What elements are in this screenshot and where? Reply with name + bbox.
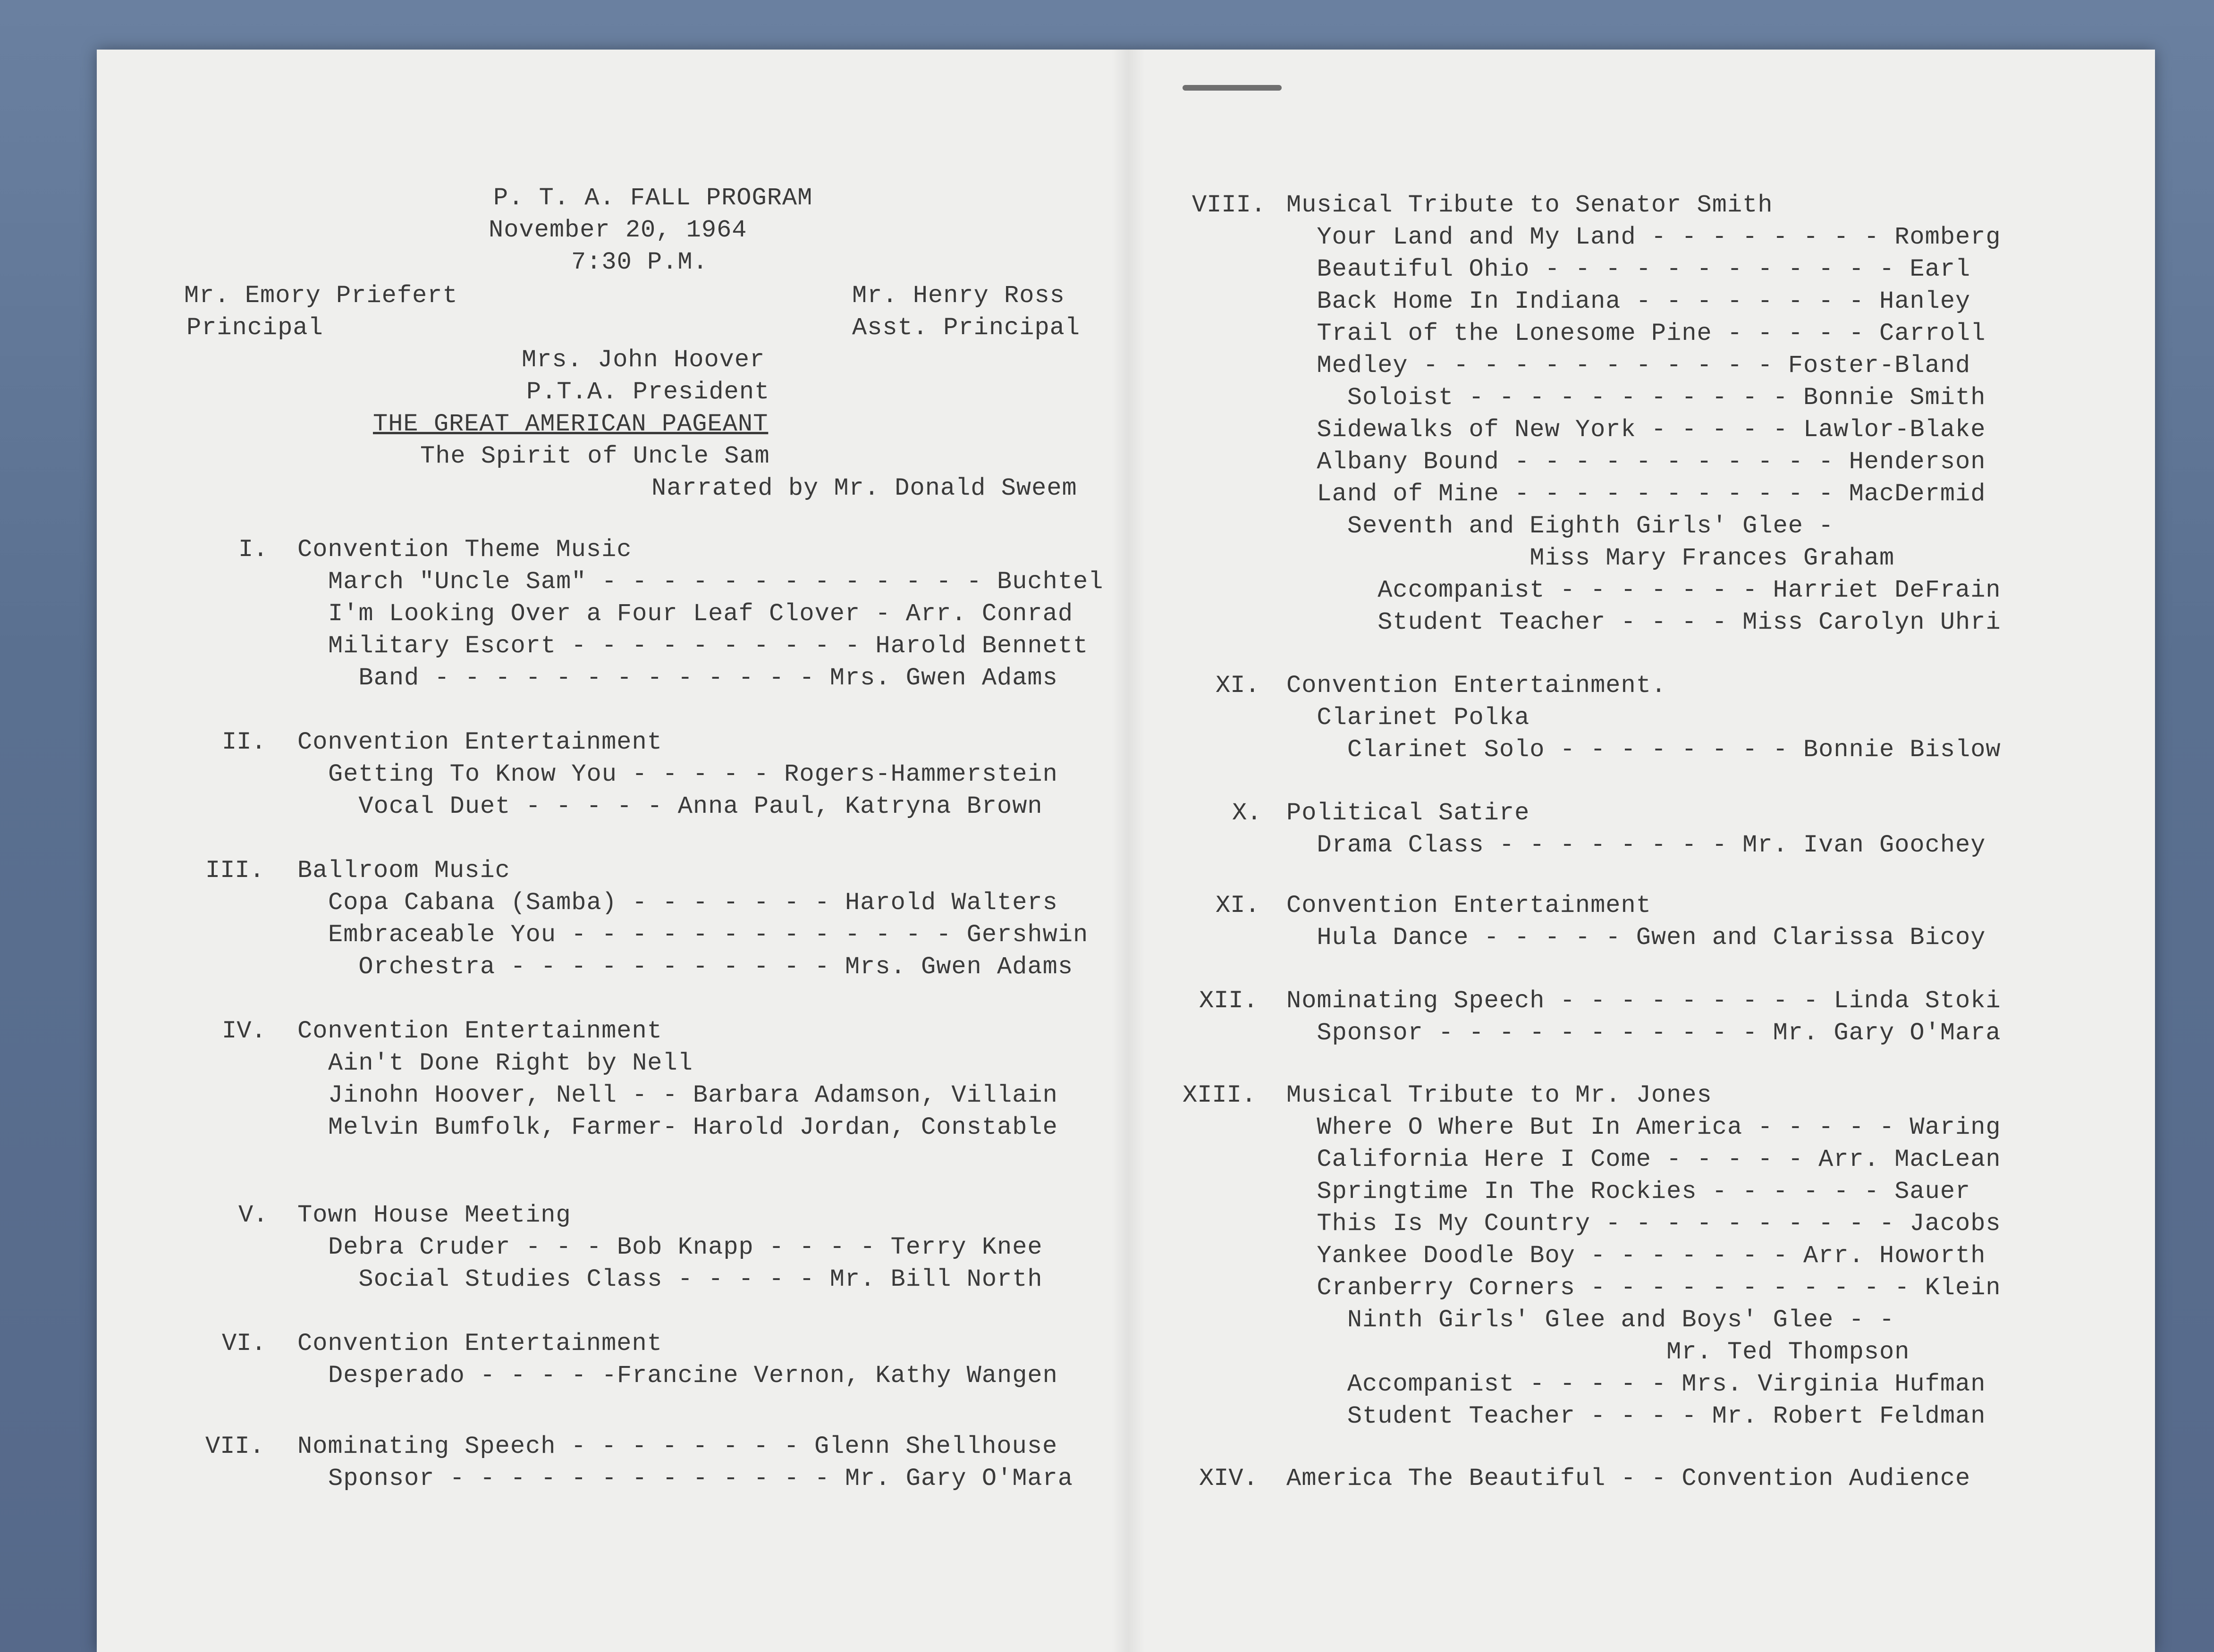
section-number: III.	[205, 857, 264, 885]
program-line: Student Teacher - - - - Mr. Robert Feldman	[1286, 1402, 1986, 1430]
program-line: Mr. Ted Thompson	[1286, 1338, 1910, 1366]
section-title: Convention Entertainment	[1286, 892, 1651, 919]
program-line: Yankee Doodle Boy - - - - - - - Arr. Howorth	[1286, 1242, 1986, 1270]
section-number: XI.	[1216, 892, 1260, 919]
program-line: Soloist - - - - - - - - - - - Bonnie Smith	[1286, 384, 1986, 412]
program-line: Accompanist - - - - - - - Harriet DeFrain	[1286, 576, 2001, 604]
program-line: Springtime In The Rockies - - - - - - Sauer	[1286, 1178, 1971, 1205]
program-line: Cranberry Corners - - - - - - - - - - - Klein	[1286, 1274, 2001, 1302]
program-line: Ninth Girls' Glee and Boys' Glee - -	[1286, 1306, 1895, 1334]
program-line: Military Escort - - - - - - - - - - Harold Bennett	[328, 632, 1089, 660]
asst-principal-title: Asst. Principal	[852, 314, 1081, 342]
section-title: Musical Tribute to Mr. Jones	[1286, 1081, 1712, 1109]
program-line: Back Home In Indiana - - - - - - - - Hanley	[1286, 287, 1971, 315]
program-line: Sponsor - - - - - - - - - - - - - Mr. Gary O'Mara	[328, 1465, 1073, 1492]
section-number: XII.	[1199, 987, 1258, 1015]
program-line: Sponsor - - - - - - - - - - - Mr. Gary O'Mara	[1286, 1019, 2001, 1047]
program-line: Your Land and My Land - - - - - - - - Romberg	[1286, 223, 2001, 251]
program-line: Sidewalks of New York - - - - - Lawlor-Blake	[1286, 416, 1986, 444]
program-line: Copa Cabana (Samba) - - - - - - - Harold Walters	[328, 889, 1058, 917]
staple-mark	[1183, 85, 1282, 91]
section-title: Convention Entertainment	[297, 728, 662, 756]
program-line: Getting To Know You - - - - - Rogers-Hammerstein	[328, 760, 1058, 788]
section-title: Convention Entertainment.	[1286, 672, 1667, 700]
program-line: Seventh and Eighth Girls' Glee -	[1286, 512, 1834, 540]
program-line: Vocal Duet - - - - - Anna Paul, Katryna Brown	[328, 792, 1043, 820]
pageant-title: THE GREAT AMERICAN PAGEANT	[373, 410, 769, 438]
asst-principal-name: Mr. Henry Ross	[852, 282, 1065, 310]
program-sheet	[97, 50, 2155, 1652]
section-title: Nominating Speech - - - - - - - - - Linda Stoki	[1286, 987, 2001, 1015]
section-title: Convention Entertainment	[297, 1017, 662, 1045]
section-number: IV.	[222, 1017, 266, 1045]
section-number: XI.	[1216, 672, 1260, 700]
program-line: Hula Dance - - - - - Gwen and Clarissa Bicoy	[1286, 924, 1986, 952]
pageant-subtitle: The Spirit of Uncle Sam	[420, 442, 770, 470]
section-number: X.	[1232, 799, 1262, 827]
program-line: Embraceable You - - - - - - - - - - - - - Gershwin	[328, 921, 1089, 949]
section-title: Nominating Speech - - - - - - - - Glenn Shellhouse	[297, 1433, 1058, 1460]
program-line: Desperado - - - - -Francine Vernon, Kathy Wangen	[328, 1362, 1058, 1390]
program-time: 7:30 P.M.	[571, 248, 708, 276]
program-line: Drama Class - - - - - - - - Mr. Ivan Goochey	[1286, 831, 1986, 859]
principal-title: Principal	[186, 314, 323, 342]
program-line: Melvin Bumfolk, Farmer- Harold Jordan, Constable	[328, 1113, 1058, 1141]
section-number: VI.	[222, 1330, 266, 1357]
program-line: Social Studies Class - - - - - Mr. Bill North	[328, 1265, 1043, 1293]
section-number: I.	[238, 536, 268, 564]
principal-name: Mr. Emory Priefert	[184, 282, 458, 310]
program-line: California Here I Come - - - - - Arr. MacLean	[1286, 1146, 2001, 1173]
program-date: November 20, 1964	[489, 216, 747, 244]
program-line: Accompanist - - - - - Mrs. Virginia Hufman	[1286, 1370, 1986, 1398]
program-line: Where O Where But In America - - - - - Waring	[1286, 1113, 2001, 1141]
program-line: Trail of the Lonesome Pine - - - - - Carroll	[1286, 320, 1986, 347]
program-line: Orchestra - - - - - - - - - - - Mrs. Gwen Adams	[328, 953, 1073, 981]
section-number: V.	[238, 1201, 268, 1229]
section-number: II.	[222, 728, 266, 756]
section-title: Convention Theme Music	[297, 536, 632, 564]
president-title: P.T.A. President	[526, 378, 770, 406]
program-line: Clarinet Polka	[1286, 704, 1530, 732]
program-line: Beautiful Ohio - - - - - - - - - - - - Earl	[1286, 255, 1971, 283]
program-line: March "Uncle Sam" - - - - - - - - - - - - - Buchtel	[328, 568, 1104, 596]
program-line: Miss Mary Frances Graham	[1286, 544, 1895, 572]
narrator-line: Narrated by Mr. Donald Sweem	[651, 474, 1077, 502]
program-line: Clarinet Solo - - - - - - - - Bonnie Bislow	[1286, 736, 2001, 764]
program-line: This Is My Country - - - - - - - - - - Jacobs	[1286, 1210, 2001, 1238]
president-name: Mrs. John Hoover	[522, 346, 765, 374]
program-line: Student Teacher - - - - Miss Carolyn Uhri	[1286, 608, 2001, 636]
program-line: I'm Looking Over a Four Leaf Clover - Arr. Conrad	[328, 600, 1073, 628]
section-title: Convention Entertainment	[297, 1330, 662, 1357]
section-title: America The Beautiful - - Convention Audience	[1286, 1465, 1971, 1492]
program-line: Land of Mine - - - - - - - - - - - MacDermid	[1286, 480, 1986, 508]
section-title: Musical Tribute to Senator Smith	[1286, 191, 1773, 219]
section-number: VIII.	[1192, 191, 1266, 219]
program-line: Albany Bound - - - - - - - - - - - Henderson	[1286, 448, 1986, 476]
program-line: Ain't Done Right by Nell	[328, 1049, 693, 1077]
center-fold	[1112, 50, 1145, 1652]
program-line: Medley - - - - - - - - - - - - Foster-Bland	[1286, 352, 1971, 379]
program-line: Jinohn Hoover, Nell - - Barbara Adamson, Villain	[328, 1081, 1058, 1109]
section-number: VII.	[205, 1433, 264, 1460]
section-number: XIII.	[1183, 1081, 1257, 1109]
section-number: XIV.	[1199, 1465, 1258, 1492]
program-title: P. T. A. FALL PROGRAM	[493, 184, 813, 212]
section-title: Political Satire	[1286, 799, 1530, 827]
section-title: Ballroom Music	[297, 857, 510, 885]
program-line: Debra Cruder - - - Bob Knapp - - - - Terry Knee	[328, 1233, 1043, 1261]
program-line: Band - - - - - - - - - - - - - Mrs. Gwen Adams	[328, 664, 1058, 692]
section-title: Town House Meeting	[297, 1201, 571, 1229]
